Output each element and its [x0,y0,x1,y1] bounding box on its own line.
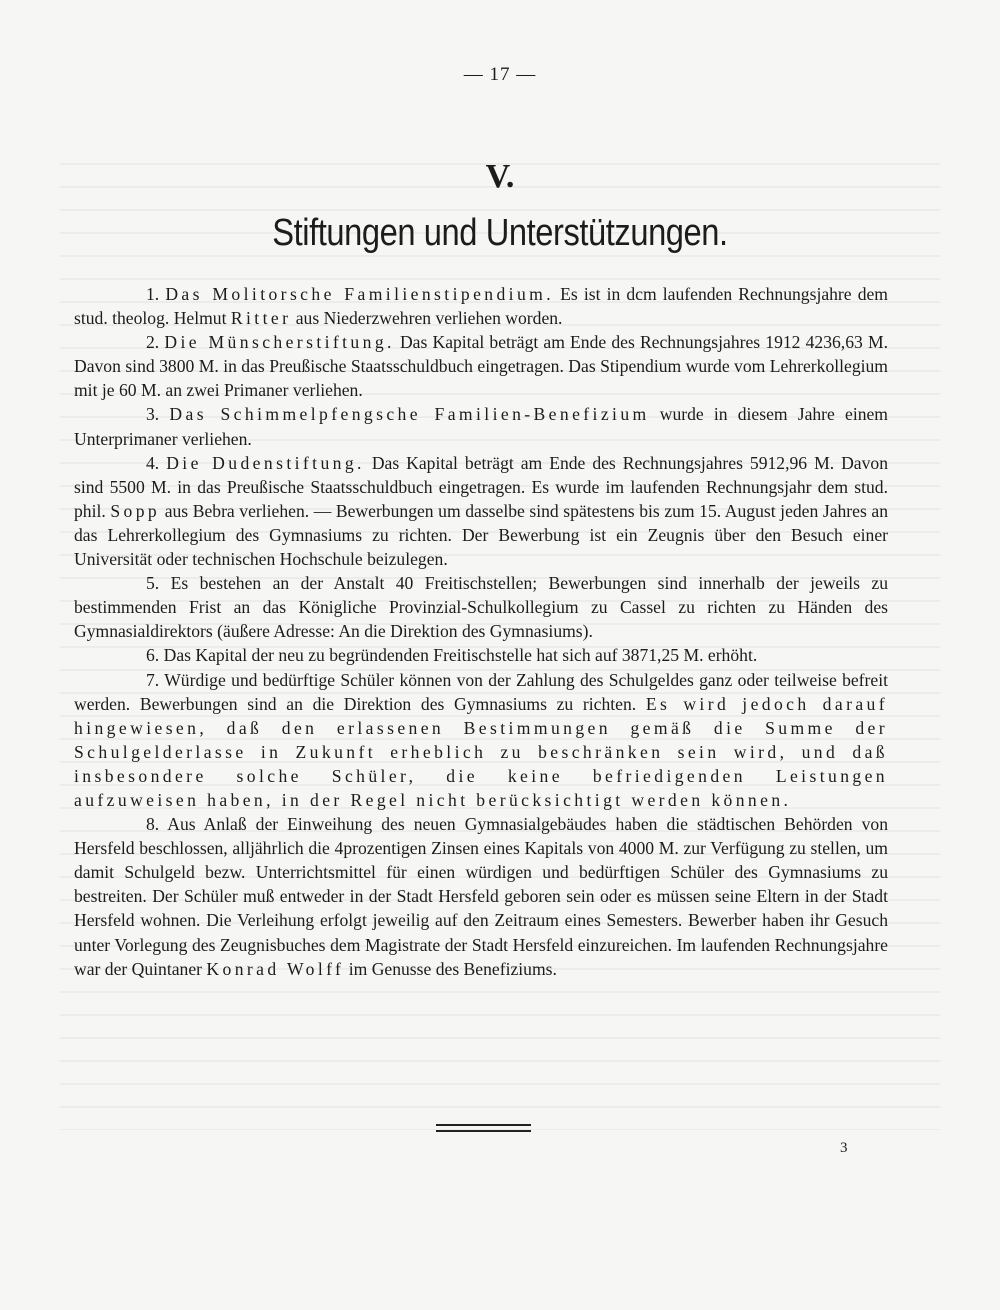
paragraph-3 [74,402,888,450]
paragraph-number: 6. [146,645,160,666]
paragraph-number: 2. [146,332,160,353]
page-title: Stiftungen und Unterstützungen. [272,212,728,254]
document-body [74,282,888,981]
paragraph-text: wurde in diesem Jahre einem Unterprimaner verliehen. [74,404,888,449]
section-end-rule [436,1130,531,1132]
paragraph-5 [74,571,888,643]
foundation-name: Die Münscherstiftung. [164,332,395,353]
foundation-name: Das Molitorsche Familienstipendium. [165,284,555,304]
paragraph-number: 4. [146,452,160,473]
paragraph-text: aus Niederzwehren verliehen worden. [291,308,563,329]
printer-signature-mark: 3 [840,1140,848,1156]
paragraph-text: aus Bebra verliehen. — Bewerbungen um dasselbe sind spätestens bis zum 15. August jeden Jahres an das Lehrerkollegium des Gymnasiums zu richten. Der Bewerbung ist ein Zeugnis über den Besuch einer Universität oder technischen Hochschule beizulegen. [74,500,888,570]
paragraph-text: Das Kapital der neu zu begründenden Freitischstelle hat sich auf 3871,25 M. erhöht. [163,645,758,666]
paragraph-2 [74,330,888,402]
paragraph-number: 7. [146,669,160,690]
paragraph-text: Aus Anlaß der Einweihung des neuen Gymnasialgebäudes haben die städtischen Behörden von Hersfeld beschlossen, alljährlich die 4prozentigen Zinsen eines Kapitals von 4000 M. zur Verfügung zu stellen, um damit Schulgeld bezw. Unterrichtsmittel für einen würdigen und bedürftigen Schüler des Gymnasiums zu bestreiten. Der Schüler muß entweder in der Stadt Hersfeld geboren sein oder es müssen seine Eltern in der Stadt Hersfeld wohnen. Die Verleihung erfolgt jeweilig auf den Zeitraum eines Semesters. Bewerber haben ihr Gesuch unter Vorlegung des Zeugnisbuches dem Magistrate der Stadt Hersfeld einzureichen. Im laufenden Rechnungsjahre war der Quintaner [74,814,888,979]
person-name: Sopp [110,500,161,521]
paragraph-8 [74,812,888,981]
page-number: — 17 — [463,64,537,85]
paragraph-text: Es ist in dcm laufenden Rechnungsjahre dem stud. theolog. Helmut [74,284,888,329]
paragraph-4 [74,451,888,571]
paragraph-text: im Genusse des Benefiziums. [344,958,557,979]
paragraph-1 [74,282,888,330]
foundation-name: Die Dudenstiftung. [166,452,365,473]
paragraph-text: Das Kapital beträgt am Ende des Rechnungsjahres 1912 4236,63 M. Davon sind 3800 M. in das Preußische Staatsschuldbuch eingetragen. Das Stipendium wurde vom Lehrerkollegium mit je 60 M. an zwei Primaner verliehen. [74,332,888,401]
paragraph-text: Das Kapital beträgt am Ende des Rechnungsjahres 5912,96 M. Davon sind 5500 M. in das Preußische Staatsschuldbuch eingetragen. Es wurde im laufenden Rechnungsjahr dem stud. phil. [74,452,888,521]
emphasized-notice: Es wird jedoch darauf hingewiesen, daß den erlassenen Bestimmungen gemäß die Summe der Schulgelderlasse in Zukunft erheblich zu beschränken sein wird, und daß insbesondere solche Schüler, die keine befriedigenden Leistungen aufzuweisen haben, in der Regel nicht berücksichtigt werden können. [74,693,888,810]
section-end-rule [436,1124,531,1126]
paragraph-number: 3. [146,404,160,425]
paragraph-number: 8. [146,814,160,835]
paragraph-text: Es bestehen an der Anstalt 40 Freitischstellen; Bewerbungen sind innerhalb der jeweils zu bestimmenden Frist an das Königliche Provinzial-Schulkollegium zu Cassel zu richten zu Händen des Gymnasialdirektors (äußere Adresse: An die Direktion des Gymnasiums). [74,573,888,642]
paragraph-7 [74,668,888,813]
paragraph-text: Würdige und bedürftige Schüler können von der Zahlung des Schulgeldes ganz oder teilweise befreit werden. Bewerbungen sind an die Direktion des Gymnasiums zu richten. [74,669,888,714]
paragraph-number: 5. [146,573,160,594]
paragraph-6 [74,643,888,667]
paragraph-number: 1. [146,284,160,304]
foundation-name: Das Schimmelpfengsche Familien-Benefizium [169,404,650,425]
chapter-number: V. [485,158,515,195]
person-name: Konrad Wolff [206,958,345,979]
person-name: Ritter [230,308,292,329]
